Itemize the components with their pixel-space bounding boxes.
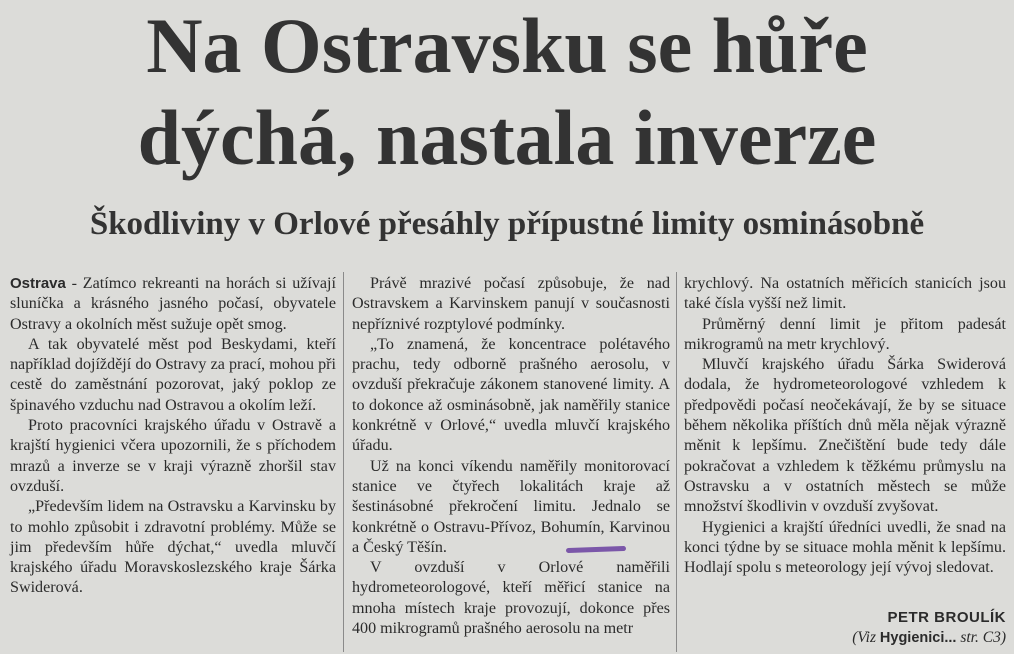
paragraph: Právě mrazivé počasí způsobuje, že nad Ostravskem a Karvinskem panují v současnosti nepříznivé rozptylové podmínky. bbox=[352, 275, 670, 333]
paragraph: Už na konci víkendu naměřily monitorovací stanice ve čtyřech lokalitách kraje až šestinásobné překročení limitu. Jednalo se konkrétně o Ostravu-Přívoz, Bohumín, Karvinou a Český Těšín. bbox=[352, 457, 670, 556]
paragraph: A tak obyvatelé měst pod Beskydami, kteří například dojíždějí do Ostravy za prací, mohou při cestě do zaměstnání pozorovat, jaký poklop ze špinavého vzduchu nad Ostravou a okolím leží. bbox=[10, 335, 336, 414]
paragraph bbox=[10, 274, 336, 335]
paragraph: V ovzduší v Orlové naměřili hydrometeorologové, kteří měřicí stanice na mnoha místech kraje provozují, dokonce přes 400 mikrogramů prašného aerosolu na metr bbox=[352, 559, 670, 638]
author-byline: PETR BROULÍK bbox=[887, 609, 1006, 626]
reference-title: Hygienici... bbox=[879, 630, 957, 646]
article-column-2 bbox=[352, 274, 670, 639]
article-column-3 bbox=[684, 274, 1006, 578]
paragraph: krychlový. Na ostatních měřicích stanicích jsou také čísla vyšší než limit. bbox=[684, 275, 1006, 313]
headline bbox=[0, 0, 1014, 184]
paragraph: Proto pracovníci krajského úřadu v Ostravě a krajští hygienici včera upozornili, že s příchodem mrazů a inverze se v kraji výrazně zhoršil stav ovzduší. bbox=[10, 417, 336, 495]
column-divider bbox=[343, 272, 344, 652]
reference-open: (Viz bbox=[852, 629, 880, 646]
paragraph: Průměrný denní limit je přitom padesát mikrogramů na metr krychlový. bbox=[684, 315, 1006, 353]
paragraph: „To znamená, že koncentrace polétavého prachu, tedy odborně prašného aerosolu, v ovzduší překračuje zákonem stanovené limity. A to dokonce až osminásobně, jak naměřily stanice konkrétně v Orlové,“ uvedla mluvčí krajského úřadu. bbox=[352, 335, 670, 455]
subheadline: Škodliviny v Orlové přesáhly přípustné limity osminásobně bbox=[89, 206, 925, 242]
headline-line-2: dýchá, nastala inverze bbox=[137, 94, 877, 181]
paragraph: „Především lidem na Ostravsku a Karvinsku by to mohlo způsobit i zdravotní problémy. Může se jim především hůře dýchat,“ uvedla mluvčí krajského úřadu Moravskoslezského kraje Šárka Swiderová. bbox=[10, 498, 336, 597]
article-column-1 bbox=[10, 274, 336, 599]
paragraph-text: - Zatímco rekreanti na horách si užívají sluníčka a krásného jasného počasí, obyvatele Ostravy a okolních měst sužuje opět smog. bbox=[10, 275, 336, 333]
headline-line-1: Na Ostravsku se hůře bbox=[146, 2, 868, 89]
dateline: Ostrava bbox=[10, 275, 66, 292]
paragraph: Hygienici a krajští úředníci uvedli, že snad na konci týdne by se situace mohla měnit k lepšímu. Hodlají spolu s meteorology její vývoj sledovat. bbox=[684, 518, 1006, 577]
paragraph: Mluvčí krajského úřadu Šárka Swiderová dodala, že hydrometeorologové vzhledem k předpovědi počasí neočekávají, že by se situace během několika příštích dnů měla nějak výrazně měnit k lepšímu. Znečištění bude tedy dále pokračovat a vzhledem k těžkému průmyslu na Ostravsku a v ostatních městech se může množství škodlivin v ovzduší zvyšovat. bbox=[684, 356, 1006, 516]
page-reference bbox=[852, 628, 1006, 648]
column-divider bbox=[676, 272, 677, 652]
reference-close: str. C3) bbox=[956, 629, 1006, 646]
